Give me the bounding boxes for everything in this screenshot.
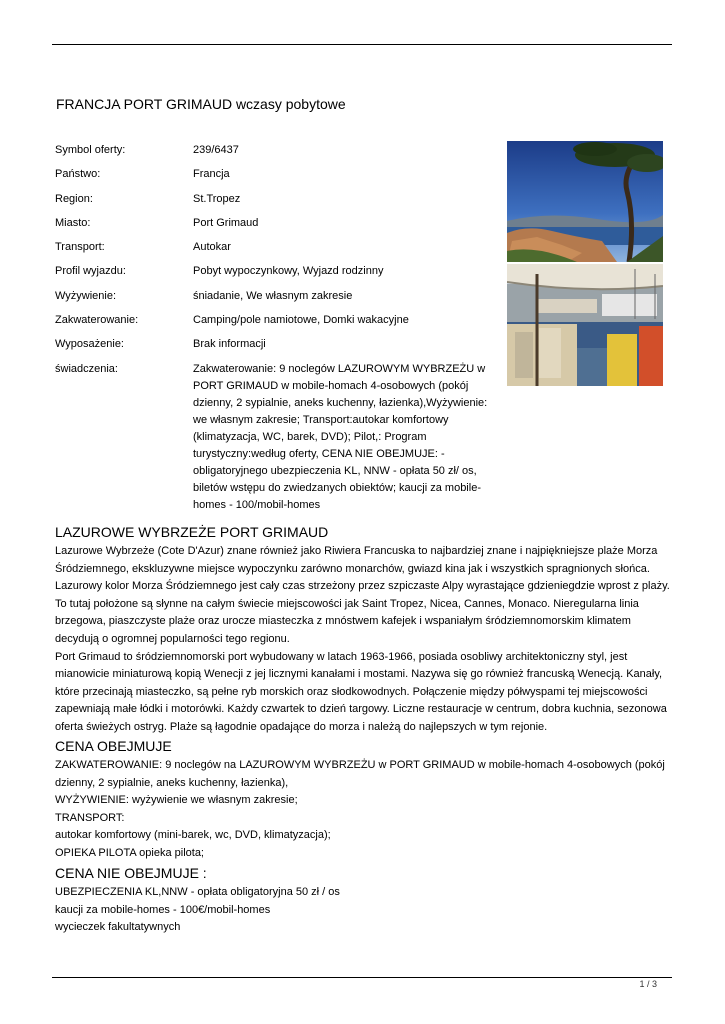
detail-row-services bbox=[55, 361, 500, 514]
detail-row-city bbox=[55, 215, 500, 239]
section-heading: CENA OBEJMUJE bbox=[55, 738, 172, 754]
detail-value: Zakwaterowanie: 9 noclegów LAZUROWYM WYBRZEŻU w PORT GRIMAUD w mobile-homach 4-osobowych (pokój dzienny, 2 sypialnie, aneks kuchenny, łazienka),Wyżywienie: we własnym zakresie; Transport:autokar komfortowy (klimatyzacja, WC, barek, DVD); Pilot,: Program turystyczny:według oferty, CENA NIE OBEJMUJE: -obligatoryjnego ubezpieczenia KL, NNW - opłata 50 zł/ os, biletów wstępu do zwiedzanych obiektów; kaucji za mobile-homes - 100/mobil-homes bbox=[193, 362, 488, 511]
section-line: WYŻYWIENIE: wyżywienie we własnym zakresie; bbox=[55, 794, 298, 807]
detail-row-profile bbox=[55, 263, 500, 287]
section-line: wycieczek fakultatywnych bbox=[55, 921, 181, 934]
detail-label: Zakwaterowanie: bbox=[55, 314, 139, 327]
detail-label: Wyposażenie: bbox=[55, 338, 124, 351]
detail-row-region bbox=[55, 191, 500, 215]
detail-label: Region: bbox=[55, 192, 93, 205]
document-title: FRANCJA PORT GRIMAUD wczasy pobytowe bbox=[56, 96, 346, 112]
detail-value: Autokar bbox=[193, 241, 231, 254]
detail-value: Francja bbox=[193, 168, 230, 181]
detail-value: Brak informacji bbox=[193, 338, 266, 351]
detail-label: Wyżywienie: bbox=[55, 289, 117, 302]
section-line: UBEZPIECZENIA KL,NNW - opłata obligatoryjna 50 zł / os bbox=[55, 886, 340, 898]
detail-row-country bbox=[55, 166, 500, 190]
detail-label: świadczenia: bbox=[55, 362, 118, 375]
detail-label: Symbol oferty: bbox=[55, 144, 126, 156]
section-cena-obejmuje bbox=[55, 737, 675, 863]
detail-row-transport bbox=[55, 239, 500, 263]
detail-label: Profil wyjazdu: bbox=[55, 265, 126, 278]
offer-details-table bbox=[55, 142, 500, 514]
section-lazurowe-wybrzeze bbox=[55, 523, 675, 737]
detail-label: Państwo: bbox=[55, 168, 101, 181]
detail-value: 239/6437 bbox=[193, 144, 239, 156]
section-line: ZAKWATEROWANIE: 9 noclegów na LAZUROWYM WYBRZEŻU w PORT GRIMAUD w mobile-homach 4-osobowych (pokój dzienny, 2 sypialnie, aneks kuchenny, łazienka), bbox=[55, 759, 665, 789]
footer-rule bbox=[52, 977, 672, 978]
section-line: autokar komfortowy (mini-barek, wc, DVD, klimatyzacja); bbox=[55, 829, 331, 842]
section-heading: LAZUROWE WYBRZEŻE PORT GRIMAUD bbox=[55, 524, 329, 540]
section-cena-nie-obejmuje bbox=[55, 864, 675, 937]
detail-label: Miasto: bbox=[55, 216, 91, 229]
section-heading: CENA NIE OBEJMUJE : bbox=[55, 865, 207, 881]
detail-value: Pobyt wypoczynkowy, Wyjazd rodzinny bbox=[193, 265, 384, 278]
section-paragraph: Port Grimaud to śródziemnomorski port wybudowany w latach 1963-1966, posiada osobliwy architektoniczny styl, jest mianowicie miniaturową kopią Wenecji z jej licznymi kanałami i mostami. Nazywa się go również francuską Wenecją. Kanały, które przecinają miasteczko, są pełne ryb morskich oraz słodkowodnych. Połączenie między półwyspami tej miejscowości zapewniają małe łódki i motorówki. Każdy czwartek to dzień targowy. Liczne restauracje w centrum, dobra kuchnia, sezonowa oferta świeżych ostryg. Plaże są łagodnie opadające do morza i należą do najlepszych w tym rejonie. bbox=[55, 650, 667, 733]
page-number: 1 / 3 bbox=[639, 979, 657, 989]
section-paragraph: Lazurowe Wybrzeże (Cote D'Azur) znane również jako Riwiera Francuska to najbardziej znane i najpiękniejsze plaże Morza Śródziemnego, ekskluzywne miejsce wypoczynku zarówno monarchów, gwiazd kina jak i wszystkich spragnionych słońca. Lazurowy kolor Morza Śródziemnego jest cały czas strzeżony przez szpiczaste Alpy wyrastające gdzieniegdzie wprost z plaży. To tutaj położone są słynne na całym świecie miejscowości jak Saint Tropez, Nicea, Cannes, Monaco. Nieregularna linia brzegowa, piaszczyste plaże oraz urocze miasteczka z mnóstwem kafejek i wspaniałym śródziemnomorskim klimatem decydują o ogromnej popularności tego regionu. bbox=[55, 545, 670, 645]
detail-row-symbol bbox=[55, 142, 500, 166]
port-grimaud-harbour-photo bbox=[507, 264, 663, 386]
detail-label: Transport: bbox=[55, 241, 105, 254]
detail-value: St.Tropez bbox=[193, 192, 241, 205]
detail-value: Port Grimaud bbox=[193, 216, 259, 229]
section-line: kaucji za mobile-homes - 100€/mobil-homes bbox=[55, 903, 271, 916]
section-line: OPIEKA PILOTA opieka pilota; bbox=[55, 846, 204, 859]
detail-value: śniadanie, We własnym zakresie bbox=[193, 289, 353, 302]
section-line: TRANSPORT: bbox=[55, 811, 125, 824]
detail-row-meals bbox=[55, 288, 500, 312]
detail-value: Camping/pole namiotowe, Domki wakacyjne bbox=[193, 314, 409, 327]
detail-row-equipment bbox=[55, 336, 500, 360]
detail-row-accommodation bbox=[55, 312, 500, 336]
saint-tropez-coast-photo bbox=[507, 141, 663, 262]
header-rule bbox=[52, 44, 672, 45]
